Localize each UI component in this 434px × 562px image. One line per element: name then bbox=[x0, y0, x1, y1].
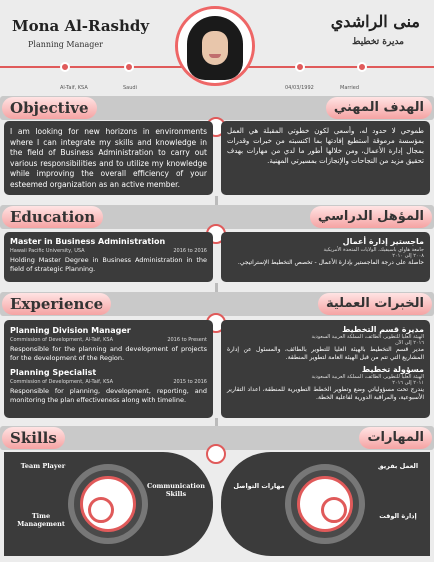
name-en: Mona Al-Rashdy bbox=[12, 17, 150, 35]
objective-panel-en bbox=[4, 121, 213, 195]
birthdate: 04/03/1992 bbox=[285, 85, 314, 91]
education-dates-ar: ٢٠٠٨ إلى ٢٠١٠ bbox=[392, 253, 424, 259]
job-2-ar bbox=[227, 365, 424, 402]
job-2-en bbox=[10, 368, 207, 405]
degree-desc-ar: حاصلة على درجة الماجستير بإدارة الأعمال - تخصص التخطيط الإستراتيجي. bbox=[237, 259, 424, 266]
job-1-dates-en: 2016 to Present bbox=[167, 337, 207, 343]
job-1-ar bbox=[227, 325, 424, 362]
education-panel-en bbox=[4, 232, 213, 282]
education-dates-en: 2016 to 2016 bbox=[173, 248, 207, 254]
clock-icon bbox=[88, 497, 114, 523]
skills-panel-ar bbox=[221, 452, 430, 556]
objective-heading-ar: الهدف المهني bbox=[326, 97, 432, 119]
skills-heading-en: Skills bbox=[2, 427, 65, 449]
profile-photo bbox=[175, 6, 255, 86]
skill-1-en: Team Player bbox=[20, 462, 66, 470]
degree-en: Master in Business Administration bbox=[10, 237, 166, 246]
job-1-dates-ar: ٢٠١٦ إلى الآن bbox=[395, 340, 424, 346]
education-panel-ar bbox=[221, 232, 430, 282]
experience-heading-ar: الخبرات العملية bbox=[318, 293, 432, 315]
location-icon bbox=[60, 62, 70, 72]
school-en: Hawaii Pacific University, USA bbox=[10, 248, 85, 254]
objective-text-ar: طموحي لا حدود له، وأسعى لكون خطوتي المقبلة هي العمل بمؤسسة مرموقة أستطيع إفادتها بما اكتسبته من خبرات وقدرات بمجال إدارة الأعمال، ومن خلالها أطور ما لدي من مهارات بهدف تحقيق مزيد من النجاحات والإنجازات بمسيرتي المهنية. bbox=[227, 127, 424, 165]
education-heading-en: Education bbox=[2, 206, 103, 228]
job-2-org-en: Commission of Development, Al-Taif, KSA bbox=[10, 379, 114, 385]
job-2-dates-ar: ٢٠١١ إلى ٢٠١٦ bbox=[392, 380, 424, 386]
experience-panel-ar bbox=[221, 320, 430, 418]
experience-heading-en: Experience bbox=[2, 293, 111, 315]
skill-2-ar: مهارات التواصل bbox=[233, 482, 285, 490]
clock-icon bbox=[321, 497, 347, 523]
skill-3-en: Time Management bbox=[17, 512, 65, 528]
chart-icon bbox=[206, 444, 226, 464]
job-2-desc-ar: يندرج تحت مسؤولياتي وضع وتطوير الخطط التطويرية للمنطقة، اعداد التقارير الأسبوعية، والمراقبة الدورية لفاعلية الخطة. bbox=[227, 386, 424, 401]
ring-icon bbox=[357, 62, 367, 72]
skill-2-en: Communication Skills bbox=[147, 482, 205, 498]
education-heading-ar: المؤهل الدراسي bbox=[310, 206, 432, 228]
experience-panel-en bbox=[4, 320, 213, 418]
location: Al-Taif, KSA bbox=[60, 85, 88, 91]
objective-panel-ar bbox=[221, 121, 430, 195]
calendar-icon bbox=[295, 62, 305, 72]
job-title-en: Planning Manager bbox=[28, 40, 103, 49]
job-title-ar: مديرة تخطيط bbox=[352, 37, 404, 47]
job-2-title-ar: مسؤولة تخطيط bbox=[361, 365, 424, 374]
job-1-desc-ar: مدير قسم التخطيط بالهيئة العليا للتطوير بالطائف، والمسئول عن إدارة المشاريع التي تتم من قبل الهيئة العامة لتطوير المنطقة. bbox=[227, 346, 424, 361]
job-1-en bbox=[10, 326, 207, 363]
name-ar: منى الراشدي bbox=[330, 12, 420, 31]
objective-text-en: I am looking for new horizons in environments where I can integrate my skills and knowledge in the field of Business Administration to carry out various responsibilities and to utilize my knowledge while improving the overall efficiency of your esteemed organization as an active member. bbox=[10, 127, 207, 189]
skills-heading-ar: المهارات bbox=[359, 427, 432, 449]
job-2-dates-en: 2015 to 2016 bbox=[173, 379, 207, 385]
skill-3-ar: إدارة الوقت bbox=[379, 512, 417, 520]
degree-ar: ماجستير إدارة أعمال bbox=[342, 237, 424, 246]
marital-status: Married bbox=[340, 85, 360, 91]
job-1-desc-en: Responsible for the planning and development of projects for the development of the Region. bbox=[10, 345, 207, 362]
skill-1-ar: العمل بفريق bbox=[377, 462, 419, 470]
job-1-org-ar: الهيئة العليا للتطوير، الطائف، المملكة العربية السعودية bbox=[311, 334, 424, 340]
objective-heading-en: Objective bbox=[2, 97, 97, 119]
job-2-org-ar: الهيئة العليا للتطوير، الطائف، المملكة العربية السعودية bbox=[311, 374, 424, 380]
flag-icon bbox=[124, 62, 134, 72]
skills-panel-en bbox=[4, 452, 213, 556]
job-2-title-en: Planning Specialist bbox=[10, 368, 97, 377]
job-1-title-en: Planning Division Manager bbox=[10, 326, 131, 335]
job-1-title-ar: مديرة قسم التخطيط bbox=[342, 325, 424, 334]
nationality: Saudi bbox=[123, 85, 137, 91]
school-ar: جامعة هاواي باسيفيك، الولايات المتحدة الأمريكية bbox=[323, 247, 424, 253]
job-1-org-en: Commission of Development, Al-Taif, KSA bbox=[10, 337, 114, 343]
job-2-desc-en: Responsible for planning, development, reporting, and monitoring the plan effectiveness along with timeline. bbox=[10, 387, 207, 404]
degree-desc-en: Holding Master Degree in Business Administration in the field of strategic Planning. bbox=[10, 256, 207, 273]
